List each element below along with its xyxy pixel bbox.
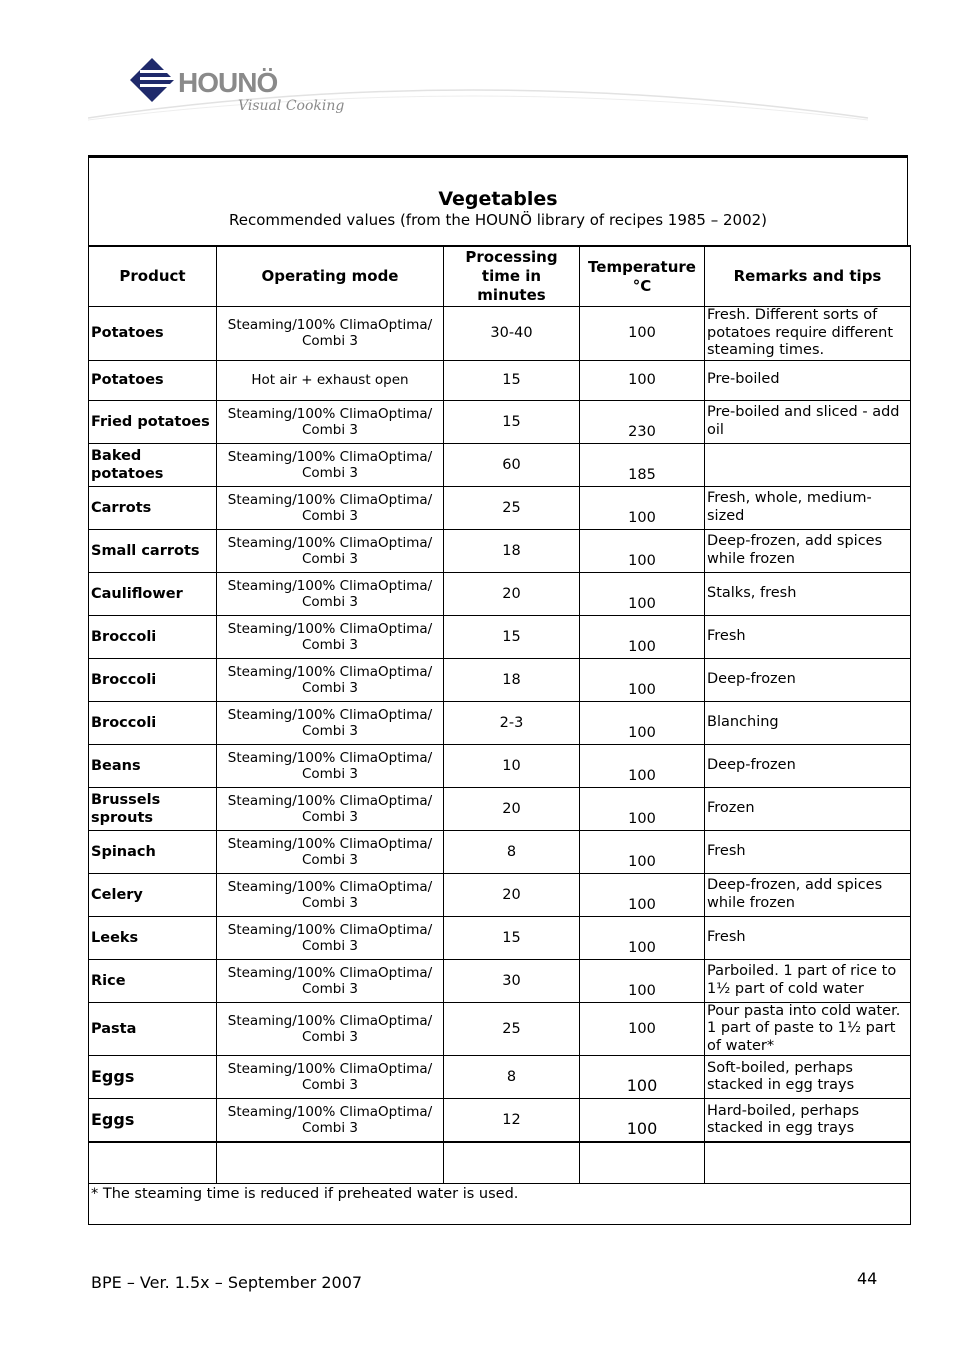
temp-cell: 100 xyxy=(580,486,705,529)
time-cell: 18 xyxy=(444,658,580,701)
table-row xyxy=(89,744,911,787)
product-cell: Eggs xyxy=(89,1099,217,1143)
temp-cell: 230 xyxy=(580,400,705,443)
table-row xyxy=(89,572,911,615)
remarks-cell: Fresh. Different sorts of potatoes require different steaming times. xyxy=(705,307,911,361)
temp-cell: 100 xyxy=(580,744,705,787)
mode-cell: Steaming/100% ClimaOptima/ Combi 3 xyxy=(217,572,444,615)
mode-cell: Steaming/100% ClimaOptima/ Combi 3 xyxy=(217,443,444,486)
mode-cell: Steaming/100% ClimaOptima/ Combi 3 xyxy=(217,486,444,529)
product-cell: Broccoli xyxy=(89,658,217,701)
version-footer: BPE – Ver. 1.5x – September 2007 xyxy=(91,1273,363,1292)
table-row xyxy=(89,830,911,873)
temp-cell: 100 xyxy=(580,658,705,701)
remarks-cell: Pre-boiled xyxy=(705,360,911,400)
table-row xyxy=(89,400,911,443)
houno-logo xyxy=(128,55,348,121)
table-row xyxy=(89,959,911,1002)
product-cell: Spinach xyxy=(89,830,217,873)
mode-cell: Steaming/100% ClimaOptima/ Combi 3 xyxy=(217,1099,444,1143)
product-cell: Broccoli xyxy=(89,615,217,658)
header-temperature: Temperature °C xyxy=(580,246,705,307)
table-row xyxy=(89,615,911,658)
mode-cell: Steaming/100% ClimaOptima/ Combi 3 xyxy=(217,916,444,959)
table-row xyxy=(89,1099,911,1143)
mode-cell: Steaming/100% ClimaOptima/ Combi 3 xyxy=(217,1002,444,1056)
time-cell: 15 xyxy=(444,360,580,400)
empty-cell xyxy=(89,1142,217,1184)
remarks-cell: Frozen xyxy=(705,787,911,830)
product-cell: Pasta xyxy=(89,1002,217,1056)
header-product: Product xyxy=(89,246,217,307)
remarks-cell: Blanching xyxy=(705,701,911,744)
time-cell: 2-3 xyxy=(444,701,580,744)
temp-cell: 100 xyxy=(580,307,705,361)
product-cell: Carrots xyxy=(89,486,217,529)
product-cell: Beans xyxy=(89,744,217,787)
mode-cell: Steaming/100% ClimaOptima/ Combi 3 xyxy=(217,959,444,1002)
svg-text:Visual Cooking: Visual Cooking xyxy=(238,98,345,114)
remarks-cell: Hard-boiled, perhaps stacked in egg trays xyxy=(705,1099,911,1143)
product-cell: Leeks xyxy=(89,916,217,959)
table-row xyxy=(89,486,911,529)
temp-cell: 100 xyxy=(580,830,705,873)
table-title: Vegetables xyxy=(438,188,558,210)
mode-cell: Steaming/100% ClimaOptima/ Combi 3 xyxy=(217,307,444,361)
remarks-cell: Deep-frozen xyxy=(705,658,911,701)
table-header-row xyxy=(89,246,911,307)
time-cell: 30 xyxy=(444,959,580,1002)
time-cell: 25 xyxy=(444,1002,580,1056)
time-cell: 25 xyxy=(444,486,580,529)
time-cell: 8 xyxy=(444,830,580,873)
temp-cell: 100 xyxy=(580,360,705,400)
remarks-cell: Fresh xyxy=(705,615,911,658)
temp-cell: 100 xyxy=(580,959,705,1002)
remarks-cell: Soft-boiled, perhaps stacked in egg trays xyxy=(705,1056,911,1099)
remarks-cell: Stalks, fresh xyxy=(705,572,911,615)
empty-cell xyxy=(217,1142,444,1184)
remarks-cell: Deep-frozen, add spices while frozen xyxy=(705,873,911,916)
mode-cell: Steaming/100% ClimaOptima/ Combi 3 xyxy=(217,787,444,830)
remarks-cell: Fresh xyxy=(705,830,911,873)
time-cell: 20 xyxy=(444,572,580,615)
time-cell: 20 xyxy=(444,873,580,916)
table-row xyxy=(89,701,911,744)
mode-cell: Steaming/100% ClimaOptima/ Combi 3 xyxy=(217,744,444,787)
product-cell: Broccoli xyxy=(89,701,217,744)
table-row xyxy=(89,658,911,701)
time-cell: 15 xyxy=(444,916,580,959)
table-row xyxy=(89,1002,911,1056)
product-cell: Brussels sprouts xyxy=(89,787,217,830)
temp-cell: 100 xyxy=(580,873,705,916)
product-cell: Celery xyxy=(89,873,217,916)
mode-cell: Hot air + exhaust open xyxy=(217,360,444,400)
empty-cell xyxy=(705,1142,911,1184)
time-cell: 15 xyxy=(444,400,580,443)
product-cell: Potatoes xyxy=(89,360,217,400)
product-cell: Eggs xyxy=(89,1056,217,1099)
remarks-cell xyxy=(705,443,911,486)
header-remarks: Remarks and tips xyxy=(705,246,911,307)
mode-cell: Steaming/100% ClimaOptima/ Combi 3 xyxy=(217,873,444,916)
header-processing-time: Processing time in minutes xyxy=(444,246,580,307)
mode-cell: Steaming/100% ClimaOptima/ Combi 3 xyxy=(217,658,444,701)
time-cell: 12 xyxy=(444,1099,580,1143)
footnote-row xyxy=(89,1184,911,1225)
remarks-cell: Fresh xyxy=(705,916,911,959)
table-row xyxy=(89,307,911,361)
vegetables-table xyxy=(88,245,911,1225)
time-cell: 15 xyxy=(444,615,580,658)
table-row xyxy=(89,529,911,572)
remarks-cell: Deep-frozen xyxy=(705,744,911,787)
temp-cell: 100 xyxy=(580,529,705,572)
temp-cell: 100 xyxy=(580,1056,705,1099)
time-cell: 20 xyxy=(444,787,580,830)
temp-cell: 100 xyxy=(580,572,705,615)
page-number: 44 xyxy=(857,1269,878,1288)
mode-cell: Steaming/100% ClimaOptima/ Combi 3 xyxy=(217,701,444,744)
temp-cell: 100 xyxy=(580,615,705,658)
product-cell: Rice xyxy=(89,959,217,1002)
temp-cell: 100 xyxy=(580,787,705,830)
time-cell: 60 xyxy=(444,443,580,486)
product-cell: Cauliflower xyxy=(89,572,217,615)
table-row xyxy=(89,1056,911,1099)
mode-cell: Steaming/100% ClimaOptima/ Combi 3 xyxy=(217,400,444,443)
svg-text:HOUNÖ: HOUNÖ xyxy=(178,67,278,98)
table-row xyxy=(89,873,911,916)
mode-cell: Steaming/100% ClimaOptima/ Combi 3 xyxy=(217,615,444,658)
remarks-cell: Pour pasta into cold water. 1 part of paste to 1½ part of water* xyxy=(705,1002,911,1056)
header-operating-mode: Operating mode xyxy=(217,246,444,307)
remarks-cell: Parboiled. 1 part of rice to 1½ part of cold water xyxy=(705,959,911,1002)
remarks-cell: Fresh, whole, medium-sized xyxy=(705,486,911,529)
mode-cell: Steaming/100% ClimaOptima/ Combi 3 xyxy=(217,1056,444,1099)
temp-cell: 100 xyxy=(580,701,705,744)
table-row xyxy=(89,443,911,486)
table-row xyxy=(89,787,911,830)
table-row xyxy=(89,916,911,959)
table-title-box xyxy=(88,155,908,245)
empty-cell xyxy=(444,1142,580,1184)
time-cell: 10 xyxy=(444,744,580,787)
table-subtitle: Recommended values (from the HOUNÖ library of recipes 1985 – 2002) xyxy=(228,211,768,229)
product-cell: Small carrots xyxy=(89,529,217,572)
remarks-cell: Deep-frozen, add spices while frozen xyxy=(705,529,911,572)
table-row xyxy=(89,360,911,400)
product-cell: Fried potatoes xyxy=(89,400,217,443)
temp-cell: 100 xyxy=(580,1002,705,1056)
time-cell: 18 xyxy=(444,529,580,572)
product-cell: Baked potatoes xyxy=(89,443,217,486)
houno-logo-mark xyxy=(128,55,348,121)
empty-cell xyxy=(580,1142,705,1184)
mode-cell: Steaming/100% ClimaOptima/ Combi 3 xyxy=(217,529,444,572)
time-cell: 30-40 xyxy=(444,307,580,361)
mode-cell: Steaming/100% ClimaOptima/ Combi 3 xyxy=(217,830,444,873)
empty-row xyxy=(89,1142,911,1184)
temp-cell: 100 xyxy=(580,916,705,959)
temp-cell: 185 xyxy=(580,443,705,486)
footnote: * The steaming time is reduced if preheated water is used. xyxy=(89,1184,911,1225)
remarks-cell: Pre-boiled and sliced - add oil xyxy=(705,400,911,443)
time-cell: 8 xyxy=(444,1056,580,1099)
temp-cell: 100 xyxy=(580,1099,705,1143)
product-cell: Potatoes xyxy=(89,307,217,361)
